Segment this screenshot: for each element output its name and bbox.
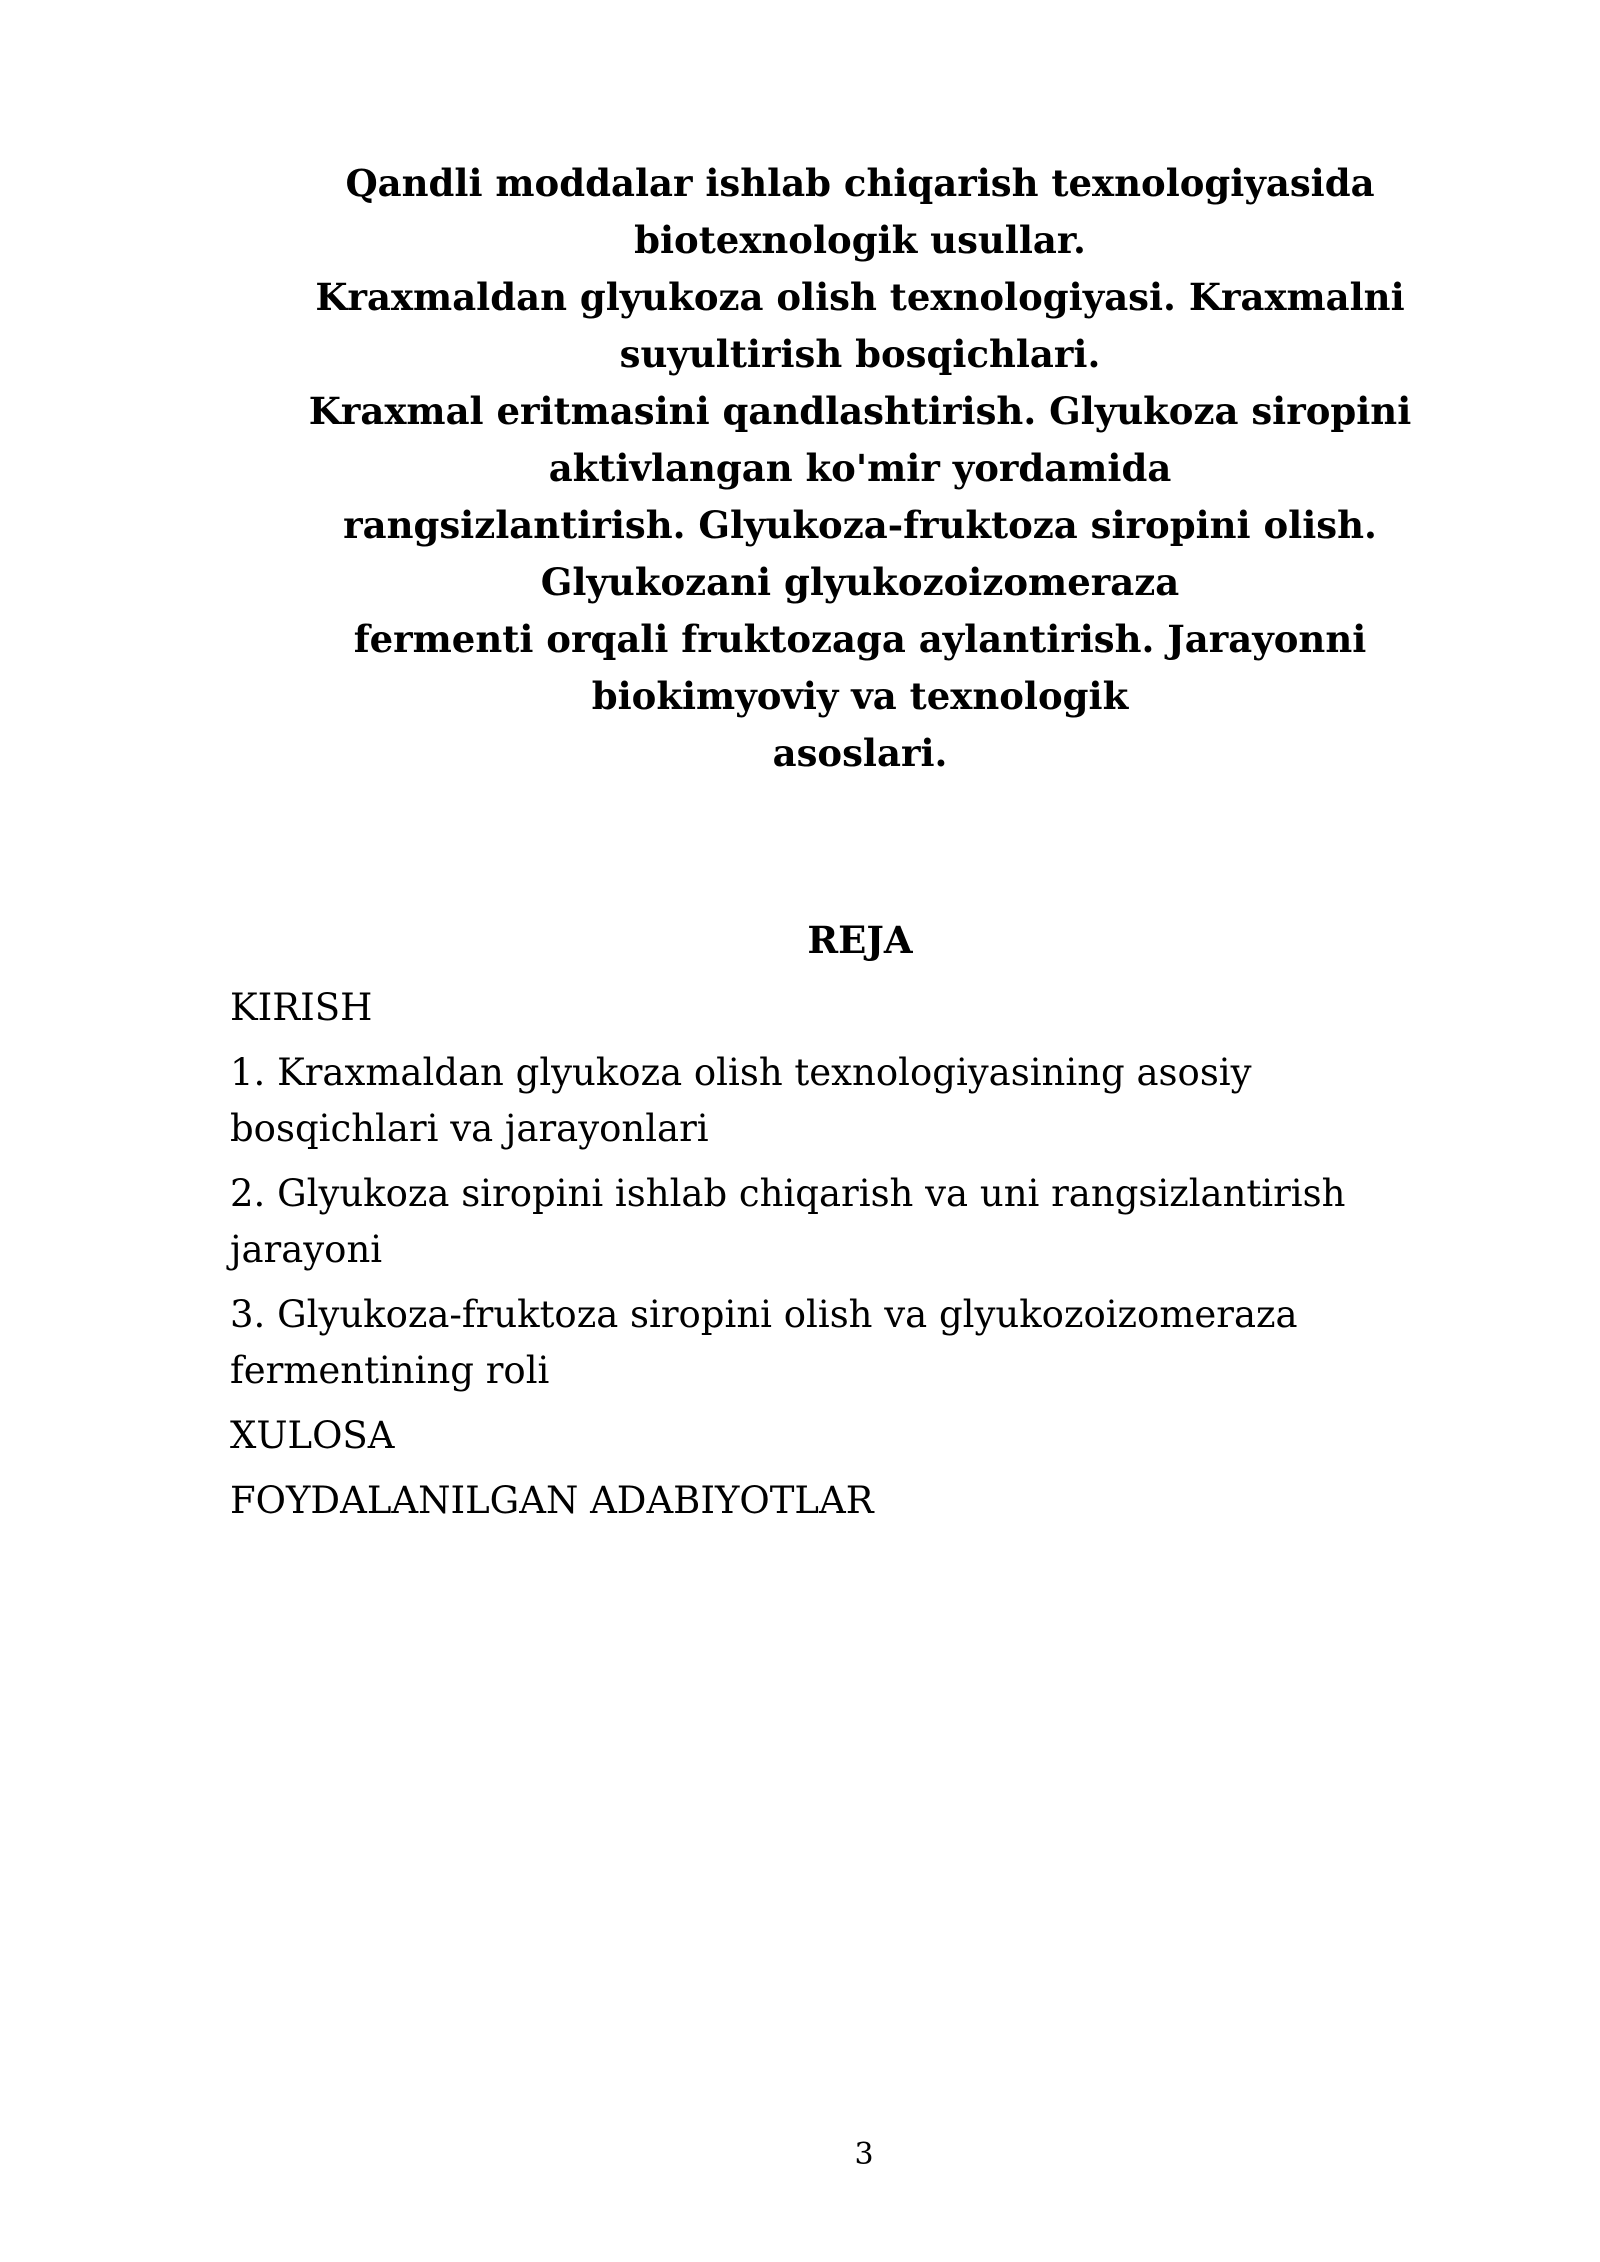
title-line: Glyukozani glyukozoizomeraza: [540, 560, 1180, 604]
plan-item-1: 1. Kraxmaldan glyukoza olish texnologiyasining asosiy bosqichlari va jarayonlari: [230, 1051, 1252, 1150]
plan-heading: REJA: [807, 918, 913, 962]
plan-item-2: 2. Glyukoza siropini ishlab chiqarish va uni rangsizlantirish jarayoni: [230, 1172, 1346, 1271]
plan-item-introduction: KIRISH: [230, 986, 373, 1029]
title-line: fermenti orqali fruktozaga aylantirish. Jarayonni: [353, 617, 1367, 661]
plan-item-conclusion: XULOSA: [230, 1414, 395, 1457]
document-title: [230, 155, 1490, 782]
title-line: Kraxmal eritmasini qandlashtirish. Glyukoza siropini: [308, 389, 1412, 433]
title-line: biotexnologik usullar.: [634, 218, 1086, 262]
title-line: suyultirish bosqichlari.: [619, 332, 1101, 376]
plan-item-references: FOYDALANILGAN ADABIYOTLAR: [230, 1479, 874, 1522]
title-line: asoslari.: [772, 731, 948, 775]
page-number: 3: [854, 2137, 874, 2172]
title-line: rangsizlantirish. Glyukoza-fruktoza siropini olish.: [343, 503, 1377, 547]
title-line: aktivlangan ko'mir yordamida: [548, 446, 1172, 490]
title-line: Qandli moddalar ishlab chiqarish texnologiyasida: [345, 161, 1375, 205]
plan-item-3: 3. Glyukoza-fruktoza siropini olish va glyukozoizomeraza fermentining roli: [230, 1293, 1298, 1392]
plan-list: [230, 980, 1430, 1538]
title-line: Kraxmaldan glyukoza olish texnologiyasi. Kraxmalni: [315, 275, 1405, 319]
title-line: biokimyoviy va texnologik: [591, 674, 1129, 718]
